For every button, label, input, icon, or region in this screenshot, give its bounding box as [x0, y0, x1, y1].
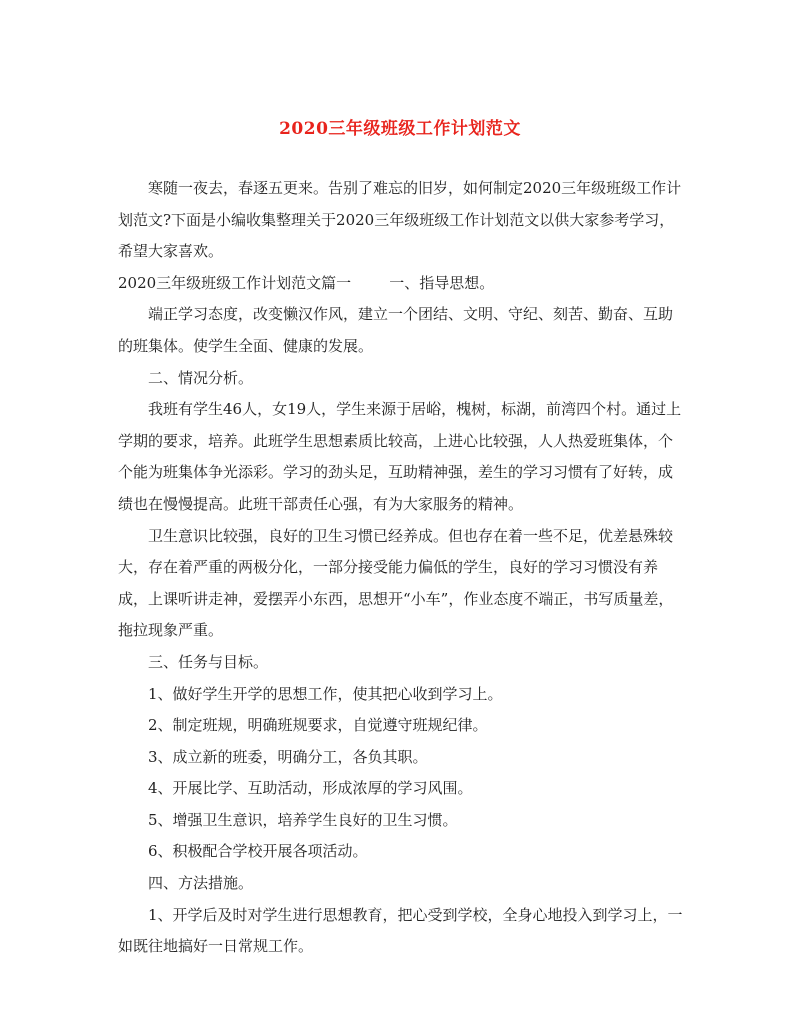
- intro-paragraph: 寒随一夜去，春逐五更来。告别了难忘的旧岁，如何制定2020三年级班级工作计划范文?下面是小编收集整理关于2020三年级班级工作计划范文以供大家参考学习，希望大家喜欢。: [118, 179, 682, 261]
- heading-methods: 四、方法措施。: [148, 874, 254, 893]
- section-heading-title: 2020三年级班级工作计划范文篇一: [118, 273, 352, 292]
- list-item-task-4: 4、开展比学、互助活动，形成浓厚的学习风围。: [148, 779, 473, 798]
- list-item-method-1: 1、开学后及时对学生进行思想教育，把心受到学校，全身心地投入到学习上，一如既往地搞好一日常规工作。: [118, 905, 683, 956]
- document-title: 2020三年级班级工作计划范文: [279, 119, 521, 139]
- heading-tasks-goals: 三、任务与目标。: [148, 652, 269, 671]
- section-heading-subtitle: 一、指导思想。: [389, 273, 495, 292]
- section-heading: [118, 268, 684, 300]
- list-item-task-6: 6、积极配合学校开展各项活动。: [148, 842, 368, 861]
- paragraph-hygiene: 卫生意识比较强，良好的卫生习惯已经养成。但也存在着一些不足，优差悬殊较大，存在着严重的两极分化，一部分接受能力偏低的学生，良好的学习习惯没有养成，上课听讲走神，爱摆弄小东西，思想开“小车”，作业态度不端正，书写质量差，拖拉现象严重。: [118, 526, 674, 640]
- list-item-task-3: 3、成立新的班委，明确分工，各负其职。: [148, 747, 428, 766]
- heading-situation-analysis: 二、情况分析。: [148, 368, 254, 387]
- paragraph-class-overview: 我班有学生46人，女19人，学生来源于居峪，槐树，标湖，前湾四个村。通过上学期的要求，培养。此班学生思想素质比较高，上进心比较强，人人热爱班集体，个个能为班集体争光添彩。学习的劲头足，互助精神强，差生的学习习惯有了好转，成绩也在慢慢提高。此班干部责任心强，有为大家服务的精神。: [118, 400, 682, 513]
- list-item-task-5: 5、增强卫生意识，培养学生良好的卫生习惯。: [148, 810, 458, 829]
- list-item-task-1: 1、做好学生开学的思想工作，使其把心收到学习上。: [148, 684, 503, 703]
- document-body: [118, 173, 684, 963]
- list-item-task-2: 2、制定班规，明确班规要求，自觉遵守班规纪律。: [148, 716, 488, 735]
- paragraph-guiding-thought: 端正学习态度，改变懒汉作风，建立一个团结、文明、守纪、刻苦、勤奋、互助的班集体。使学生全面、健康的发展。: [118, 305, 674, 355]
